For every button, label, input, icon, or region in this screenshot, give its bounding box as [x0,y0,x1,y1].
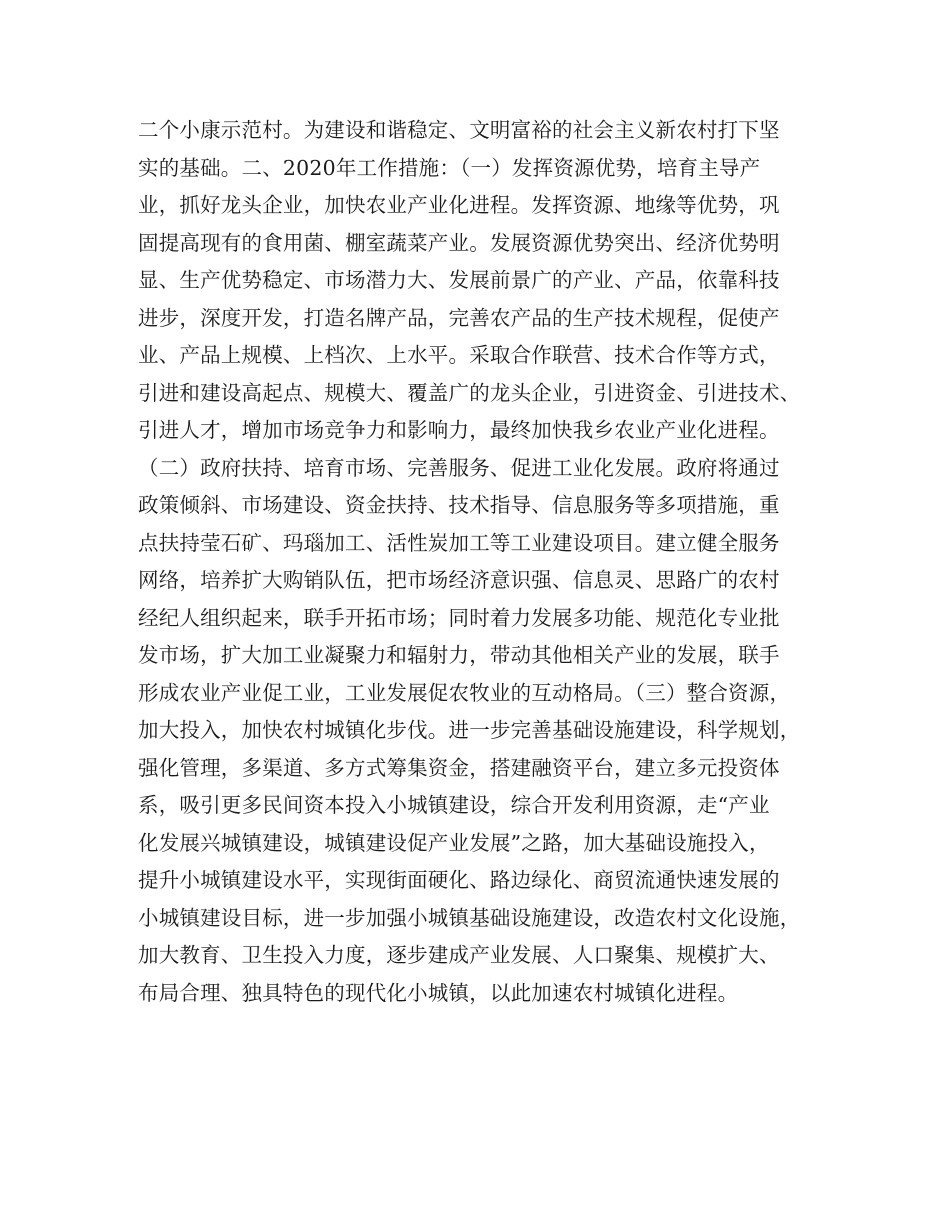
text-line: 形成农业产业促工业，工业发展促农牧业的互动格局。（三）整合资源， [138,680,791,705]
text-line: 提升小城镇建设水平，实现街面硬化、路边绿化、商贸流通快速发展的 [138,868,780,892]
text-line: 业、产品上规模、上档次、上水平。采取合作联营、技术合作等方式， [138,343,780,367]
text-line: 发市场，扩大加工业凝聚力和辐射力，带动其他相关产业的发展，联手 [138,643,780,667]
text-line: 点扶持莹石矿、玛瑙加工、活性炭加工等工业建设项目。建立健全服务 [138,530,780,555]
text-line: 系，吸引更多民间资本投入小城镇建设，综合开发利用资源，走“产业 [138,793,770,817]
text-line: 显、生产优势稳定、市场潜力大、发展前景广的产业、产品，依靠科技 [138,268,780,292]
text-line: 引进和建设高起点、规模大、覆盖广的龙头企业，引进资金、引进技术、 [138,380,801,405]
text-line: （二）政府扶持、培育市场、完善服务、促进工业化发展。政府将通过 [138,455,780,480]
text-line: 业，抓好龙头企业，加快农业产业化进程。发挥资源、地缘等优势，巩 [138,193,780,217]
text-line: 小城镇建设目标，进一步加强小城镇基础设施建设，改造农村文化设施， [138,905,801,930]
text-line: 引进人才，增加市场竞争力和影响力，最终加快我乡农业产业化进程。 [138,418,780,442]
text-line: 经纪人组织起来，联手开拓市场；同时着力发展多功能、规范化专业批 [138,605,780,630]
text-line: 加大投入，加快农村城镇化步伐。进一步完善基础设施建设，科学规划， [138,718,801,742]
body-text [138,112,838,1012]
text-line: 网络，培养扩大购销队伍，把市场经济意识强、信息灵、思路广的农村 [138,568,780,592]
text-line: 布局合理、独具特色的现代化小城镇，以此加速农村城镇化进程。 [138,980,739,1005]
text-line: 二个小康示范村。为建设和谐稳定、文明富裕的社会主义新农村打下坚 [138,118,780,142]
text-line: 化发展兴城镇建设，城镇建设促产业发展”之路，加大基础设施投入， [138,830,770,855]
text-line: 强化管理，多渠道、多方式筹集资金，搭建融资平台，建立多元投资体 [138,755,780,780]
text-line: 加大教育、卫生投入力度，逐步建成产业发展、人口聚集、规模扩大、 [138,943,780,967]
text-line: 固提高现有的食用菌、棚室蔬菜产业。发展资源优势突出、经济优势明 [138,230,780,255]
text-line: 实的基础。二、2020年工作措施：（一）发挥资源优势，培育主导产 [138,155,761,180]
text-line: 政策倾斜、市场建设、资金扶持、技术指导、信息服务等多项措施，重 [138,493,780,517]
text-line: 进步，深度开发，打造名牌产品，完善农产品的生产技术规程，促使产 [138,305,780,330]
